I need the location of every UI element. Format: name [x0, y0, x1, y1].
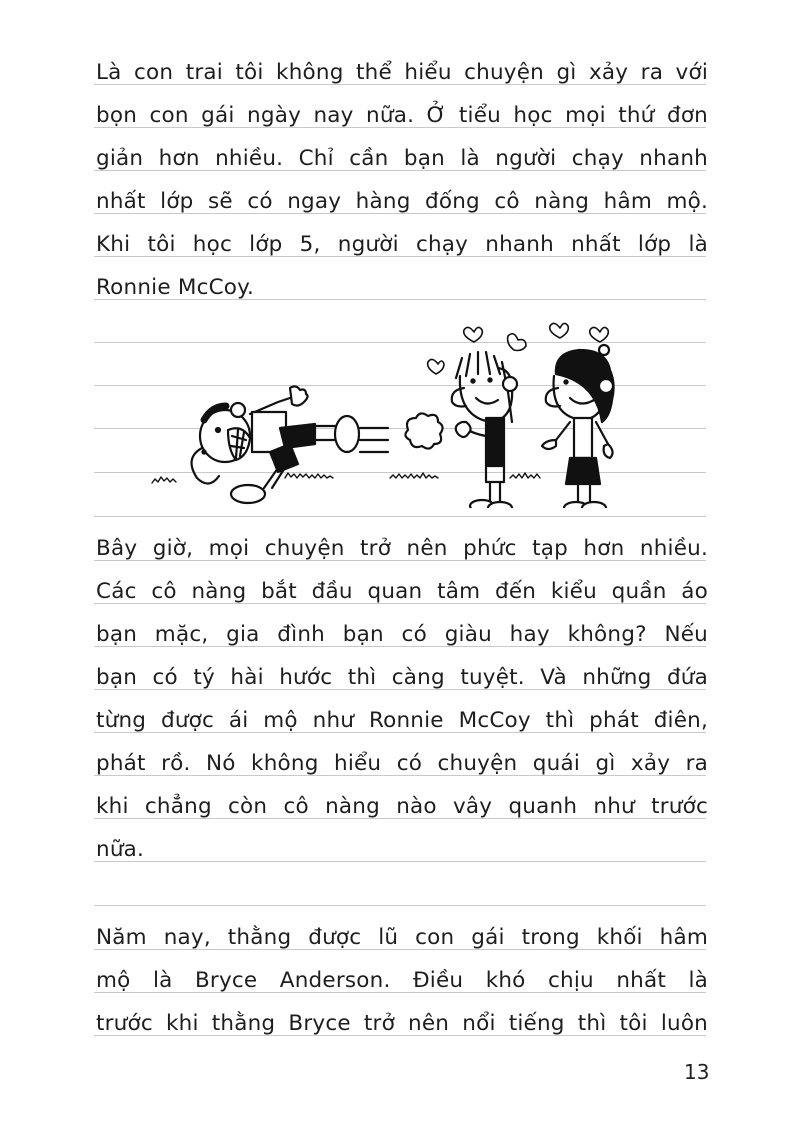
text-line: từng được ái mộ như Ronnie McCoy thì phát điên, — [96, 708, 708, 733]
text-line: bọn con gái ngày nay nữa. Ở tiểu học mọi thứ đơn — [96, 103, 708, 128]
text-line: Là con trai tôi không thể hiểu chuyện gì xảy ra với — [96, 60, 708, 85]
text-line: bạn có tý hài hước thì càng tuyệt. Và những đứa — [96, 665, 708, 690]
dust-cloud-icon — [405, 413, 442, 448]
text-line: giản hơn nhiều. Chỉ cần bạn là người chạy nhanh — [96, 146, 708, 171]
girl-curly-hair-icon — [542, 345, 614, 508]
text-line: mộ là Bryce Anderson. Điều khó chịu nhất là — [96, 968, 708, 993]
text-line: nữa. — [96, 837, 145, 862]
text-line: khi chẳng còn cô nàng nào vây quanh như trước — [96, 794, 708, 819]
rule-line — [94, 516, 706, 517]
speed-lines-icon — [360, 428, 388, 452]
text-line: Ronnie McCoy. — [96, 275, 255, 300]
page-number: 13 — [684, 1060, 710, 1084]
text-line: Các cô nàng bắt đầu quan tâm đến kiểu quần áo — [96, 579, 708, 604]
running-boy-icon — [192, 386, 359, 503]
text-line: Năm nay, thằng được lũ con gái trong khối hâm — [96, 925, 708, 950]
text-line: phát rồ. Nó không hiểu có chuyện quái gì xảy ra — [96, 751, 708, 776]
text-line: bạn mặc, gia đình bạn có giàu hay không? Nếu — [96, 622, 708, 647]
rule-line — [94, 905, 706, 906]
text-line: nhất lớp sẽ có ngay hàng đống cô nàng hâm mộ. — [96, 189, 708, 214]
illustration-running-boy-and-girls — [140, 318, 630, 508]
text-line: trước khi thằng Bryce trở nên nổi tiếng thì tôi luôn — [96, 1011, 708, 1036]
girl-straight-hair-icon — [452, 352, 517, 508]
text-line: Khi tôi học lớp 5, người chạy nhanh nhất lớp là — [96, 232, 708, 257]
text-line: Bây giờ, mọi chuyện trở nên phức tạp hơn nhiều. — [96, 536, 708, 561]
